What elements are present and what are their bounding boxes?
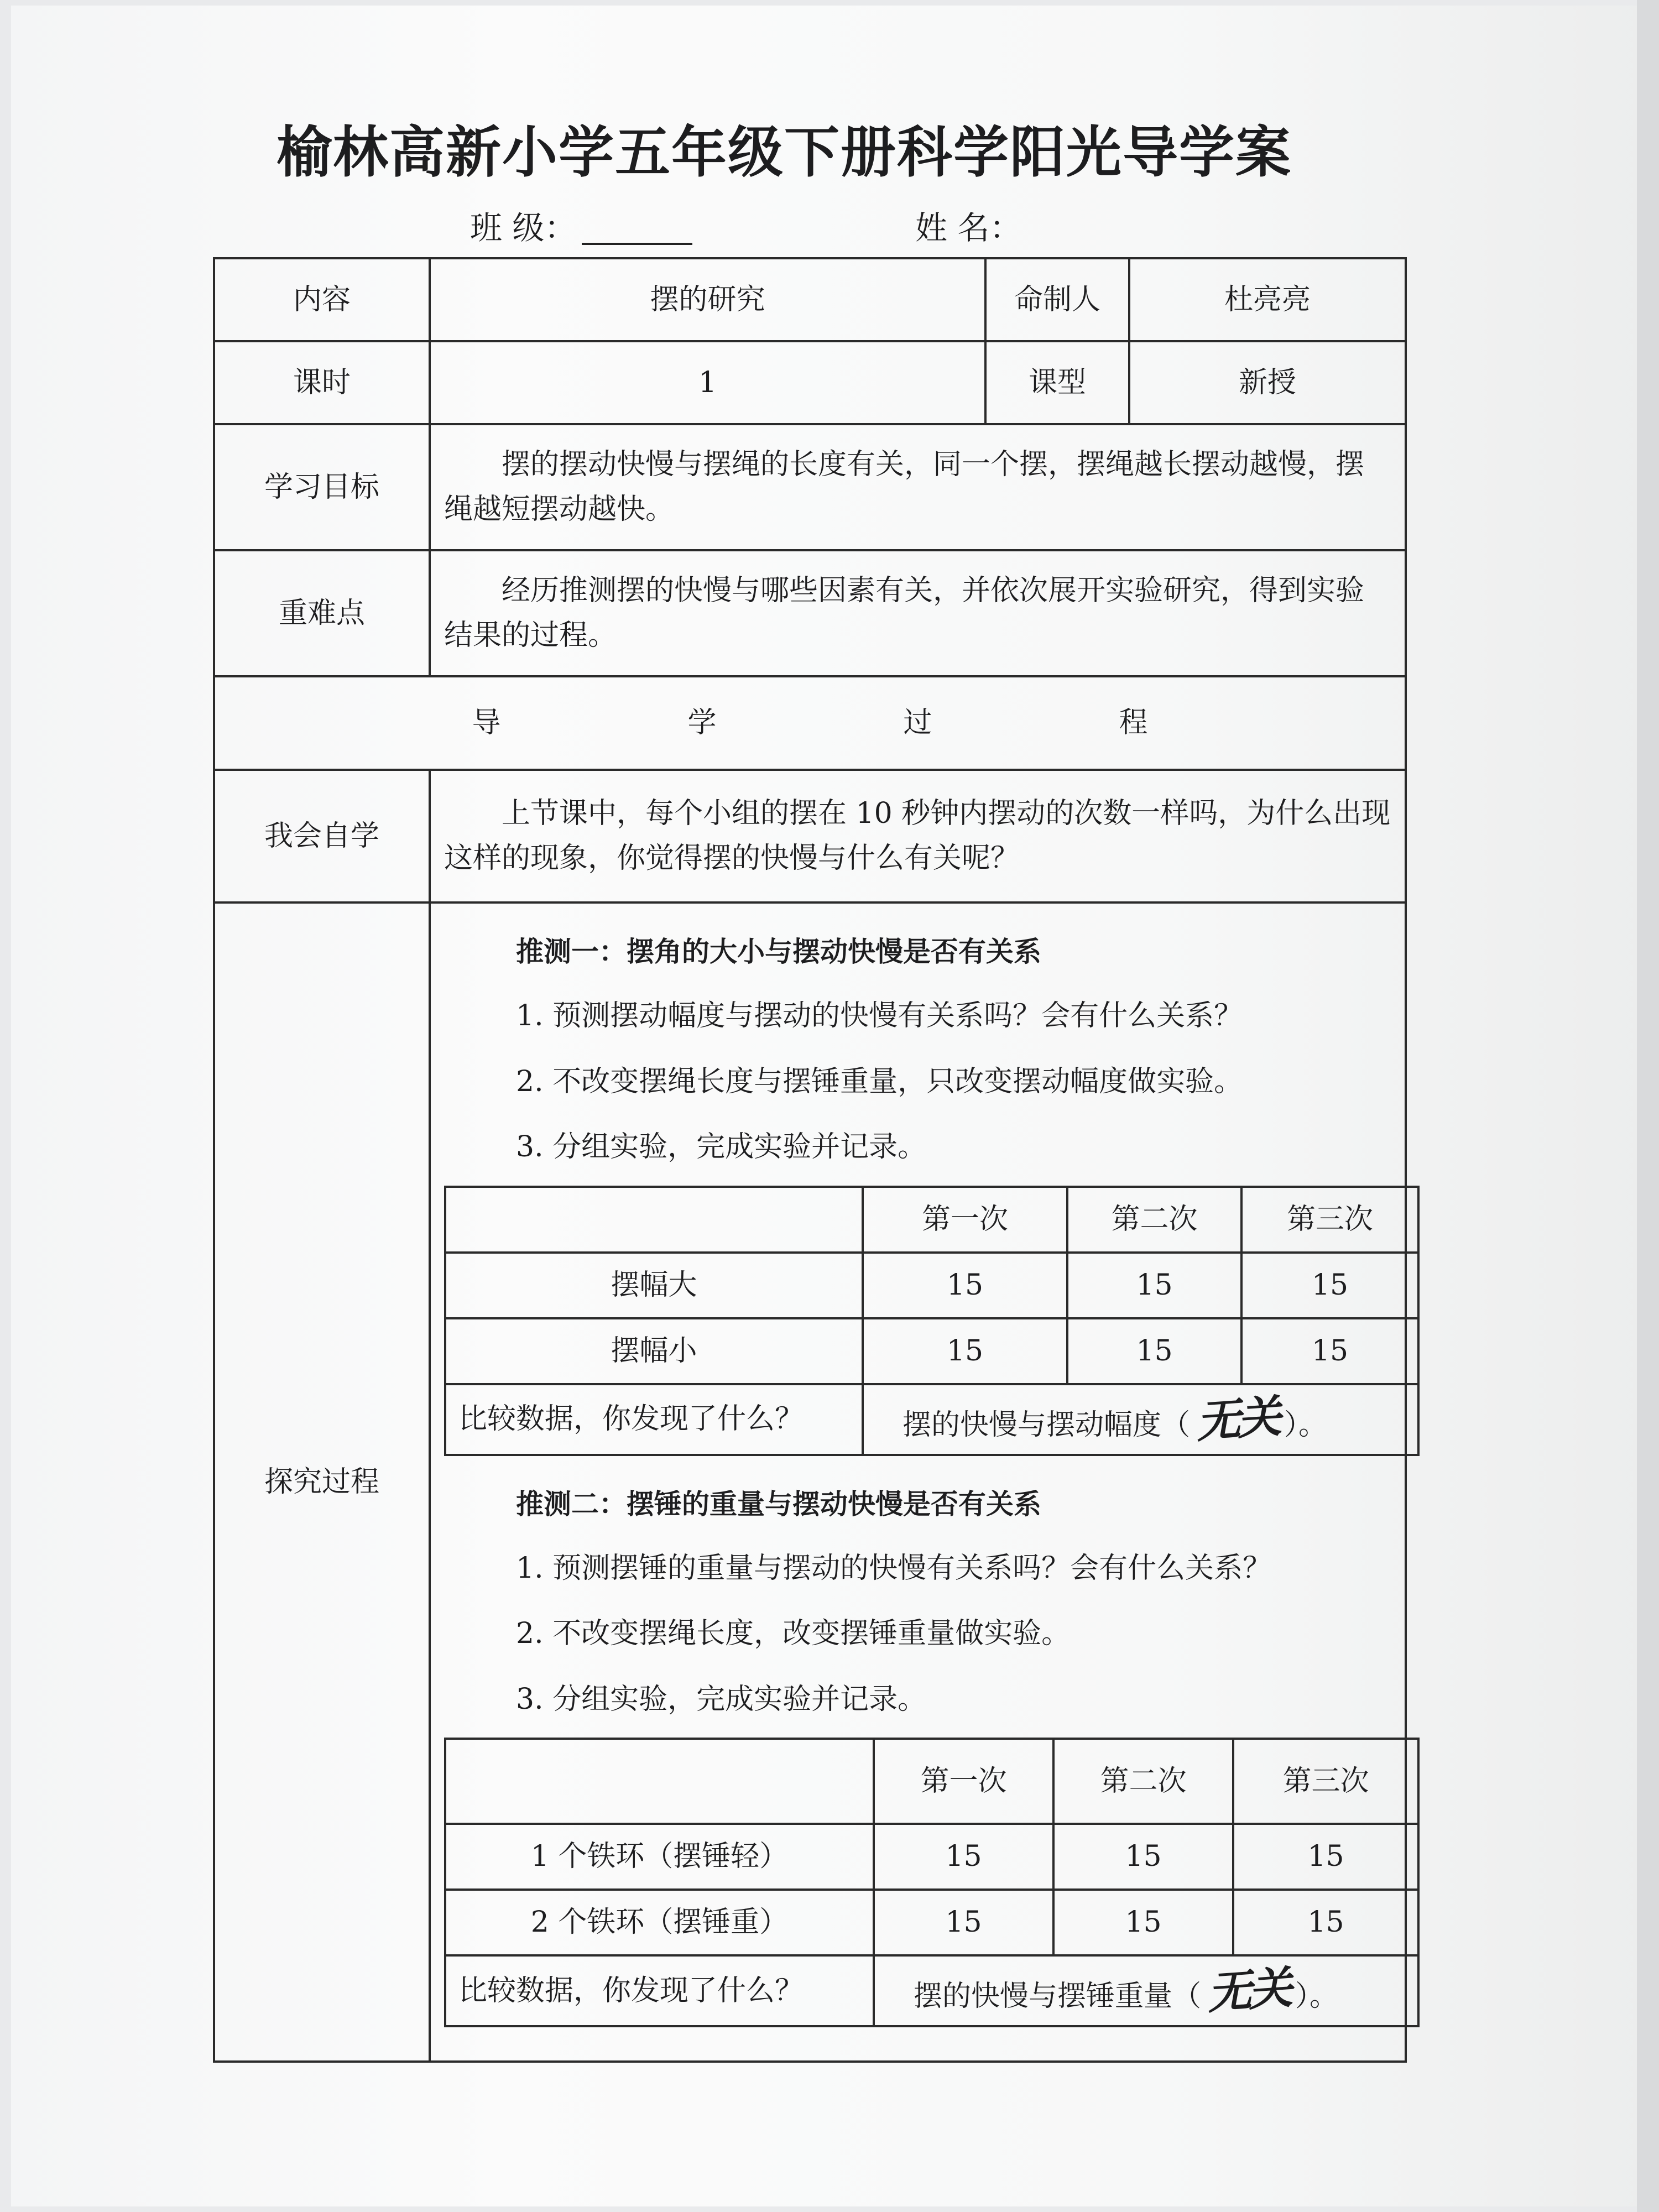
- guess1-title: 推测一：摆角的大小与摆动快慢是否有关系: [516, 936, 1041, 968]
- paper-edge: [1637, 0, 1659, 2212]
- compare-question: 比较数据，你发现了什么？: [445, 1384, 863, 1455]
- key-label: 重难点: [214, 550, 430, 676]
- content-value: 摆的研究: [430, 258, 985, 341]
- table-cell: 15: [1067, 1253, 1241, 1318]
- guess1-step: 3. 分组实验，完成实验并记录。: [516, 1130, 927, 1164]
- table-row: [445, 1253, 1418, 1318]
- name-field: [915, 202, 1021, 248]
- table-cell: 15: [1233, 1890, 1418, 1955]
- table-cell: 15: [874, 1824, 1053, 1890]
- key-text: 经历推测摆的快慢与哪些因素有关，并依次展开实验研究，得到实验结果的过程。: [430, 550, 1406, 676]
- column-header: 第三次: [1241, 1187, 1418, 1253]
- explore-content: [430, 902, 1406, 2062]
- corner-cell: [445, 1739, 874, 1824]
- row-label: 2 个铁环（摆锤重）: [445, 1890, 874, 1955]
- table-cell: 15: [1241, 1318, 1418, 1384]
- self-study-label: 我会自学: [214, 770, 430, 902]
- lesson-plan-table: [213, 257, 1407, 2063]
- name-label: 姓 名：: [915, 209, 1022, 247]
- table-cell: 15: [863, 1253, 1067, 1318]
- handwritten-answer: 无关: [1205, 1962, 1291, 2020]
- table-cell: 15: [863, 1318, 1067, 1384]
- column-header: 第一次: [863, 1187, 1067, 1253]
- row-label: 摆幅大: [445, 1253, 863, 1318]
- guess2-title: 推测二：摆锤的重量与摆动快慢是否有关系: [516, 1488, 1041, 1520]
- compare-answer: [863, 1384, 1418, 1455]
- table-cell: 15: [1067, 1318, 1241, 1384]
- answer-prefix: 摆的快慢与摆动幅度（: [902, 1408, 1191, 1442]
- guess1-step: 1. 预测摆动幅度与摆动的快慢有关系吗？会有什么关系？: [516, 999, 1243, 1032]
- guess2-step: 2. 不改变摆绳长度，改变摆锤重量做实验。: [516, 1617, 1071, 1651]
- author-label: 命制人: [985, 258, 1129, 341]
- handwritten-answer: 无关: [1194, 1390, 1280, 1448]
- process-char: 导: [472, 706, 501, 740]
- period-label: 课时: [214, 341, 430, 424]
- process-char: 过: [903, 706, 932, 740]
- row-label: 1 个铁环（摆锤轻）: [445, 1824, 874, 1890]
- table-cell: 15: [1053, 1890, 1233, 1955]
- table-cell: 15: [874, 1890, 1053, 1955]
- content-label: 内容: [214, 258, 430, 341]
- guess2-step: 1. 预测摆锤的重量与摆动的快慢有关系吗？会有什么关系？: [516, 1551, 1272, 1585]
- column-header: 第二次: [1067, 1187, 1241, 1253]
- period-value: 1: [430, 341, 985, 424]
- goal-label: 学习目标: [214, 424, 430, 550]
- table-row: [445, 1824, 1418, 1890]
- guess2-record-table: [444, 1738, 1420, 2027]
- answer-suffix: ）。: [1284, 1408, 1328, 1442]
- guess2-step: 3. 分组实验，完成实验并记录。: [516, 1682, 927, 1716]
- self-study-text: 上节课中，每个小组的摆在 10 秒钟内摆动的次数一样吗，为什么出现这样的现象，你觉得摆的快慢与什么有关呢？: [430, 770, 1406, 902]
- process-char: 学: [687, 706, 717, 740]
- process-char: 程: [1119, 706, 1148, 740]
- table-row: [445, 1890, 1418, 1955]
- type-label: 课型: [985, 341, 1129, 424]
- compare-answer: [874, 1955, 1418, 2026]
- corner-cell: [445, 1187, 863, 1253]
- class-label: 班 级：: [470, 209, 577, 247]
- answer-suffix: ）。: [1295, 1980, 1339, 2013]
- compare-question: 比较数据，你发现了什么？: [445, 1955, 874, 2026]
- table-cell: 15: [1241, 1253, 1418, 1318]
- row-label: 摆幅小: [445, 1318, 863, 1384]
- column-header: 第三次: [1233, 1739, 1418, 1824]
- class-field: [470, 202, 692, 248]
- table-row: [445, 1318, 1418, 1384]
- goal-text: 摆的摆动快慢与摆绳的长度有关，同一个摆，摆绳越长摆动越慢，摆绳越短摆动越快。: [430, 424, 1406, 550]
- table-cell: 15: [1053, 1824, 1233, 1890]
- explore-label: 探究过程: [214, 902, 430, 2062]
- guess1-record-table: [444, 1186, 1420, 1456]
- author-value: 杜亮亮: [1129, 258, 1406, 341]
- process-header: [214, 676, 1406, 770]
- column-header: 第二次: [1053, 1739, 1233, 1824]
- column-header: 第一次: [874, 1739, 1053, 1824]
- class-blank: [582, 216, 692, 245]
- table-cell: 15: [1233, 1824, 1418, 1890]
- document-title: 榆林高新小学五年级下册科学阳光导学案: [276, 120, 1292, 185]
- guess1-step: 2. 不改变摆绳长度与摆锤重量，只改变摆动幅度做实验。: [516, 1065, 1243, 1098]
- answer-prefix: 摆的快慢与摆锤重量（: [914, 1980, 1202, 2013]
- type-value: 新授: [1129, 341, 1406, 424]
